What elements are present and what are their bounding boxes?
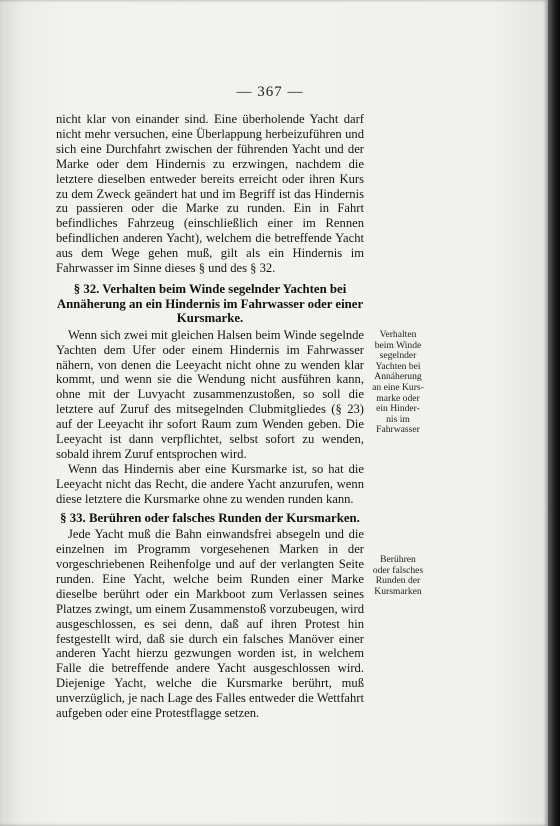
- intro-paragraph: nicht klar von einander sind. Eine überholende Yacht darf nicht mehr versuchen, eine Überlappung herbeizuführen und sich eine Durchfahrt zwischen der führenden Yacht und der Marke oder dem Hindernis zu erzwingen, nachdem die letztere dieselben entweder bereits erreicht oder ihren Kurs zu dem Zweck geändert hat und im Begriff ist das Hindernis zu passieren oder die Marke zu runden. Ein in Fahrt befindliches Fahrzeug (einschließlich einer im Rennen befindlichen anderen Yacht), welchem die betreffende Yacht aus dem Wege gehen muß, gilt als ein Hindernis im Fahrwasser im Sinne dieses § und des § 32.: [56, 112, 364, 276]
- margin-note-line: Annäherung: [374, 371, 422, 383]
- margin-note-line: oder falsches: [372, 564, 424, 576]
- section-33-title: Berühren oder falsches Runden der Kursmarken.: [88, 510, 360, 525]
- main-text-column: [56, 112, 364, 721]
- margin-note-line: Verhalten: [379, 329, 417, 340]
- margin-note-section-32: [367, 330, 429, 436]
- margin-note-line: Kursmarken: [374, 585, 422, 597]
- page-number: — 367 —: [236, 84, 304, 100]
- margin-note-line: Runden der: [375, 575, 421, 587]
- section-32-title: Verhalten beim Winde segelnder Yachten bei Annäherung an ein Hindernis im Fahrwasser oder einer Kursmarke.: [56, 281, 364, 326]
- margin-note-line: Berühren: [380, 554, 416, 565]
- section-33-heading: [56, 511, 364, 526]
- margin-note-line: beim Winde: [374, 339, 422, 351]
- margin-note-section-33: [367, 555, 429, 597]
- book-spine-shadow: [548, 0, 560, 826]
- margin-note-line: nis im: [386, 413, 410, 425]
- margin-note-line: an eine Kurs-: [372, 381, 424, 393]
- section-32-paragraph-2: Wenn das Hindernis aber eine Kursmarke ist, so hat die Leeyacht nicht das Recht, die andere Yacht anzurufen, wenn diese letztere die Kursmarke ohne zu wenden runden kann.: [56, 461, 364, 506]
- section-32-paragraph-1: Wenn sich zwei mit gleichen Halsen beim Winde segelnde Yachten dem Ufer oder einem Hindernis im Fahrwasser nähern, von denen die Leeyacht nicht ohne zu wenden klar kommt, und wenn sie die Wendung nicht ausführen kann, ohne mit der Luvyacht zusammenzustoßen, so soll die letztere auf Zuruf des mitsegelnden Clubmitgliedes (§ 23) auf der Leeyacht ihr sofort Raum zum Wenden geben. Die Leeyacht ist dann verpflichtet, selbst sofort zu wenden, sobald ihrem Zuruf entsprochen wird.: [56, 327, 364, 461]
- margin-note-line: marke oder: [376, 392, 420, 404]
- section-32-heading: [56, 282, 364, 326]
- section-32-number: § 32.: [73, 281, 100, 296]
- margin-note-line: Fahrwasser: [376, 424, 420, 436]
- section-33-paragraph-1: Jede Yacht muß die Bahn einwandsfrei absegeln und die einzelnen im Programm vorgesehenen Marken in der vorgeschriebenen Reihenfolge und auf der verlangten Seite runden. Eine Yacht, welche beim Runden einer Marke dieselbe berührt oder ein Markboot zum Verlassen seines Platzes zwingt, um einem Zusammenstoß vorzubeugen, wird ausgeschlossen, es sei denn, daß auf ihren Protest hin festgestellt wird, daß sie durch ein falsches Manöver einer anderen Yacht hierzu gezwungen worden ist, in welchem Falle die betreffende andere Yacht ausgeschlossen wird. Diejenige Yacht, welche die Kursmarke berührt, muß unverzüglich, je nach Lage des Falles entweder die Wettfahrt aufgeben oder eine Protestflagge setzen.: [56, 527, 364, 721]
- margin-note-line: segelnder: [379, 350, 417, 362]
- margin-note-line: ein Hinder-: [376, 403, 420, 415]
- section-33-number: § 33.: [60, 510, 86, 525]
- margin-note-line: Yachten bei: [375, 360, 421, 372]
